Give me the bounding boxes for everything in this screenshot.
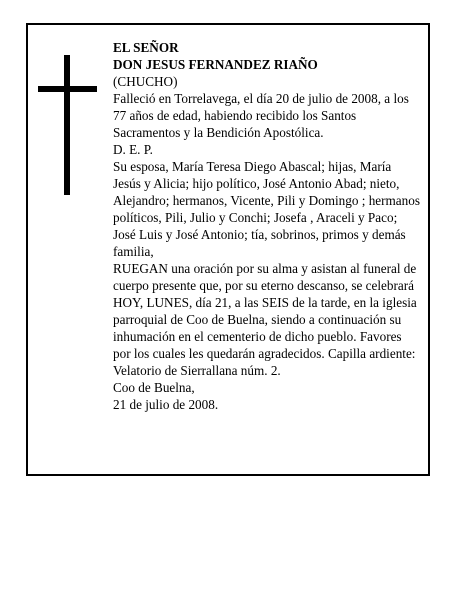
notice-date: 21 de julio de 2008. bbox=[113, 397, 219, 412]
death-announcement: Falleció en Torrelavega, el día 20 de julio de 2008, a los 77 años de edad, habiendo recibido los Santos Sacramentos y la Bendición Apostólica. bbox=[113, 91, 409, 140]
family-list: Su esposa, María Teresa Diego Abascal; hijas, María Jesús y Alicia; hijo político, José Antonio Abad; nieto, Alejandro; hermanos, Vicente, Pili y Domingo ; hermanos políticos, Pili, Julio y Conchi; Josefa , Araceli y Paco; José Luis y José Antonio; tía, sobrinos, primos y demás familia, bbox=[113, 159, 420, 259]
deceased-nickname: (CHUCHO) bbox=[113, 74, 178, 89]
cross-icon-vertical-bar bbox=[64, 55, 70, 195]
cross-icon-horizontal-bar bbox=[38, 86, 97, 92]
notice-place: Coo de Buelna, bbox=[113, 380, 195, 395]
obituary-notice bbox=[113, 39, 421, 413]
obituary-title: EL SEÑOR bbox=[113, 40, 179, 55]
deceased-name: DON JESUS FERNANDEZ RIAÑO bbox=[113, 57, 318, 72]
dep-label: D. E. P. bbox=[113, 142, 153, 157]
funeral-request: RUEGAN una oración por su alma y asistan al funeral de cuerpo presente que, por su eterno descanso, se celebrará HOY, LUNES, día 21, a las SEIS de la tarde, en la iglesia parroquial de Coo de Buelna, siendo a continuación su inhumación en el cementerio de dicho pueblo. Favores por los cuales les quedarán agradecidos. Capilla ardiente: Velatorio de Sierrallana núm. 2. bbox=[113, 261, 417, 378]
